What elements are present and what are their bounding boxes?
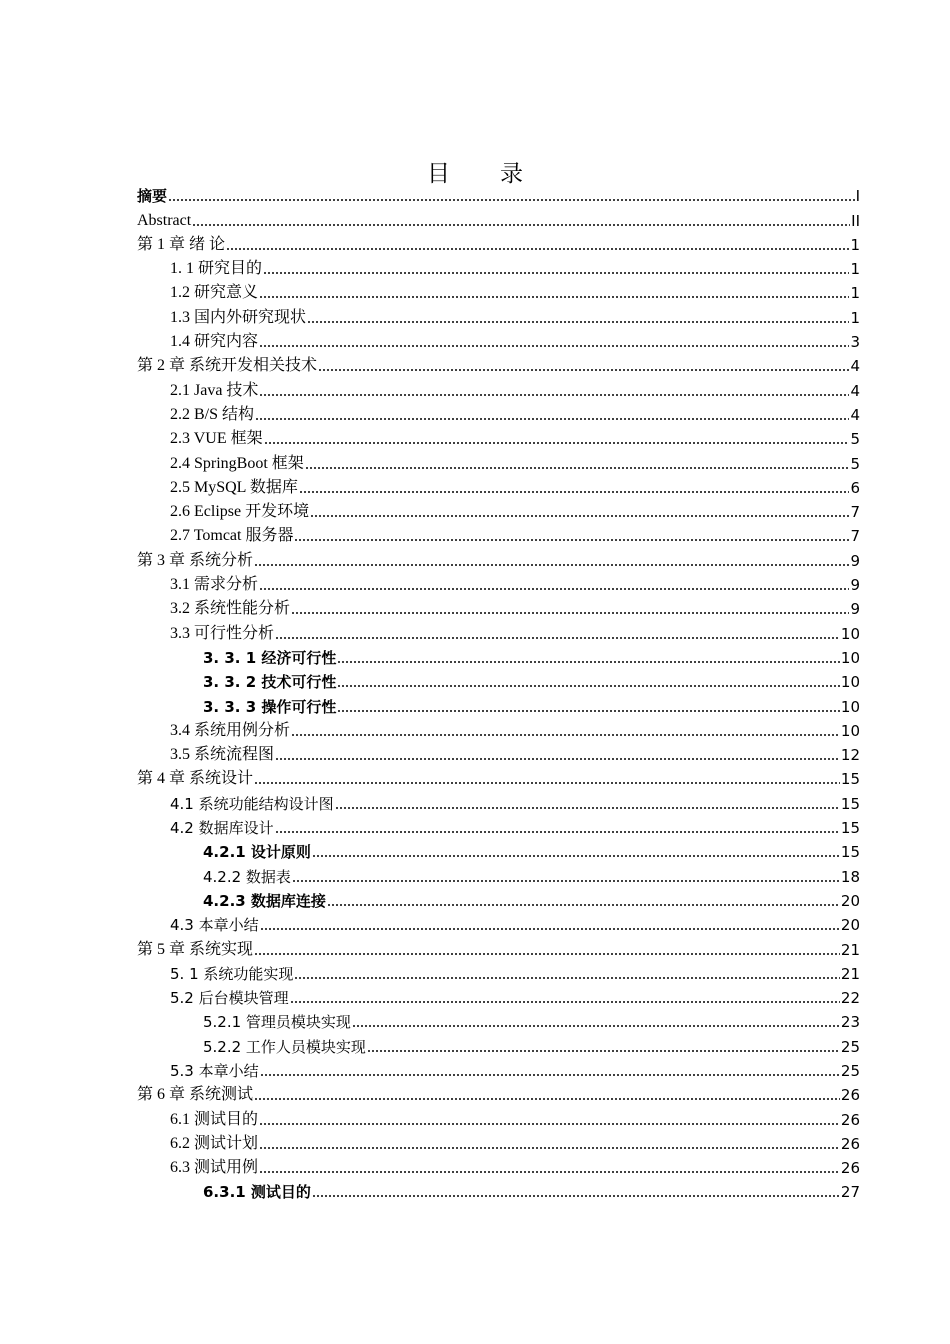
toc-entry-label: 5. 1 系统功能实现 <box>170 964 294 983</box>
toc-entry[interactable] <box>137 644 860 668</box>
toc-entry-page-number: 10 <box>840 697 860 716</box>
toc-entry-label: 5.2.2 工作人员模块实现 <box>203 1037 366 1056</box>
toc-entry-page-number: 12 <box>840 746 860 765</box>
toc-entry-label: Abstract <box>137 211 192 229</box>
toc-entry-label: 1.2 研究意义 <box>170 284 259 302</box>
dot-leader <box>255 418 849 420</box>
toc-entry-page-number: 5 <box>850 430 860 449</box>
toc-entry-page-number: 9 <box>850 551 860 570</box>
toc-entry-page-number: 15 <box>840 794 860 813</box>
toc-entry[interactable] <box>137 960 860 984</box>
toc-entry-label: 第 3 章 系统分析 <box>137 551 254 569</box>
title-char-right: 录 <box>500 161 523 187</box>
toc-entry-page-number: 23 <box>840 1013 860 1032</box>
toc-entry[interactable] <box>137 692 860 716</box>
toc-entry-page-number: 26 <box>840 1159 860 1178</box>
toc-entry-page-number: 1 <box>850 235 860 254</box>
toc-entry-page-number: 4 <box>850 381 860 400</box>
toc-entry[interactable] <box>137 668 860 692</box>
toc-entry-page-number: 7 <box>850 527 860 546</box>
dot-leader <box>259 1171 840 1173</box>
toc-entry-label: 4.2.3 数据库连接 <box>203 891 326 910</box>
dot-leader <box>259 296 849 298</box>
toc-entry-page-number: 6 <box>850 478 860 497</box>
dot-leader <box>367 1050 840 1052</box>
toc-entry[interactable] <box>137 935 860 959</box>
toc-entry[interactable] <box>137 984 860 1008</box>
dot-leader <box>337 661 840 663</box>
toc-entry-label: 2.3 VUE 框架 <box>170 430 263 448</box>
toc-entry-page-number: 21 <box>840 940 860 959</box>
toc-entry-page-number: 1 <box>850 260 860 279</box>
toc-entry[interactable] <box>137 449 860 473</box>
toc-entry[interactable] <box>137 474 860 498</box>
toc-entry-page-number: 22 <box>840 989 860 1008</box>
toc-entry[interactable] <box>137 352 860 376</box>
toc-entry-label: 第 5 章 系统实现 <box>137 940 254 958</box>
toc-entry-label: 3.3 可行性分析 <box>170 624 275 642</box>
toc-entry-page-number: 25 <box>840 1037 860 1056</box>
toc-entry[interactable] <box>137 1032 860 1056</box>
dot-leader <box>307 321 849 323</box>
toc-entry-label: 3. 3. 3 操作可行性 <box>203 697 337 716</box>
toc-entry[interactable] <box>137 1081 860 1105</box>
toc-entry-page-number: 20 <box>840 916 860 935</box>
toc-entry-label: 3.5 系统流程图 <box>170 746 275 764</box>
toc-entry-label: 2.7 Tomcat 服务器 <box>170 527 294 545</box>
toc-entry[interactable] <box>137 838 860 862</box>
toc-entry-page-number: 10 <box>840 648 860 667</box>
dot-leader <box>337 685 840 687</box>
toc-entry[interactable] <box>137 1105 860 1129</box>
toc-entry-label: 3.4 系统用例分析 <box>170 721 291 739</box>
dot-leader <box>254 564 849 566</box>
toc-entry-label: 5.2.1 管理员模块实现 <box>203 1013 351 1032</box>
toc-entry-label: 1. 1 研究目的 <box>170 260 263 278</box>
toc-entry-label: 3. 3. 2 技术可行性 <box>203 673 337 692</box>
dot-leader <box>291 734 840 736</box>
toc-entry[interactable] <box>137 619 860 643</box>
dot-leader <box>259 588 849 590</box>
toc-entry[interactable] <box>137 255 860 279</box>
toc-entry-page-number: 26 <box>840 1134 860 1153</box>
dot-leader <box>259 1123 840 1125</box>
toc-entry[interactable] <box>137 571 860 595</box>
toc-entry[interactable] <box>137 522 860 546</box>
toc-entry-page-number: 10 <box>840 721 860 740</box>
toc-entry[interactable] <box>137 376 860 400</box>
dot-leader <box>259 345 849 347</box>
dot-leader <box>260 1074 840 1076</box>
toc-entry-page-number: 15 <box>840 819 860 838</box>
toc-entry[interactable] <box>137 595 860 619</box>
toc-entry-label: 6.2 测试计划 <box>170 1134 259 1152</box>
toc-entry[interactable] <box>137 887 860 911</box>
toc-entry-page-number: 26 <box>840 1110 860 1129</box>
dot-leader <box>275 758 840 760</box>
toc-entry-page-number: 10 <box>840 624 860 643</box>
dot-leader <box>294 977 840 979</box>
toc-entry[interactable] <box>137 303 860 327</box>
dot-leader <box>327 904 840 906</box>
toc-entry-page-number: 3 <box>850 333 860 352</box>
dot-leader <box>254 953 840 955</box>
toc-entry-label: 4.2.2 数据表 <box>203 867 291 886</box>
toc-entry-page-number: 15 <box>840 843 860 862</box>
toc-entry-label: 第 2 章 系统开发相关技术 <box>137 357 318 375</box>
toc-entry-page-number: 10 <box>840 673 860 692</box>
dot-leader <box>299 491 850 493</box>
toc-entry[interactable] <box>137 1130 860 1154</box>
toc-entry[interactable] <box>137 401 860 425</box>
toc-entry[interactable] <box>137 498 860 522</box>
title-char-left: 目 <box>427 161 450 187</box>
toc-entry-page-number: 4 <box>850 357 860 376</box>
dot-leader <box>292 880 840 882</box>
dot-leader <box>312 855 840 857</box>
toc-entry-page-number: II <box>851 211 860 230</box>
toc-entry-label: 6.3 测试用例 <box>170 1159 259 1177</box>
toc-entry-label: 5.3 本章小结 <box>170 1061 259 1080</box>
dot-leader <box>294 539 849 541</box>
toc-entry-page-number: 21 <box>840 964 860 983</box>
toc-entry-page-number: 20 <box>840 891 860 910</box>
toc-entry-label: 2.5 MySQL 数据库 <box>170 478 298 496</box>
toc-entry-page-number: 4 <box>850 405 860 424</box>
toc-entry[interactable] <box>137 1178 860 1202</box>
toc-entry[interactable] <box>137 182 860 206</box>
toc-entry-label: 4.3 本章小结 <box>170 916 259 935</box>
toc-entry-page-number: 18 <box>840 867 860 886</box>
toc-entry-label: 1.4 研究内容 <box>170 333 259 351</box>
dot-leader <box>254 782 840 784</box>
toc-entry[interactable] <box>137 328 860 352</box>
dot-leader <box>226 248 849 250</box>
toc-entry[interactable] <box>137 1154 860 1178</box>
dot-leader <box>263 272 849 274</box>
toc-entry-label: 6.3.1 测试目的 <box>203 1183 311 1202</box>
dot-leader <box>337 710 840 712</box>
dot-leader <box>254 1098 840 1100</box>
dot-leader <box>259 1147 840 1149</box>
toc-entry-label: 第 1 章 绪 论 <box>137 235 226 253</box>
toc-entry-page-number: 5 <box>850 454 860 473</box>
toc-entry-label: 3.1 需求分析 <box>170 576 259 594</box>
toc-entry[interactable] <box>137 206 860 230</box>
toc-entry-label: 2.6 Eclipse 开发环境 <box>170 503 310 521</box>
toc-entry[interactable] <box>137 765 860 789</box>
toc-entry-label: 6.1 测试目的 <box>170 1110 259 1128</box>
toc-entry[interactable] <box>137 279 860 303</box>
toc-entry-label: 2.4 SpringBoot 框架 <box>170 454 304 472</box>
toc-entry[interactable] <box>137 425 860 449</box>
dot-leader <box>275 637 840 639</box>
toc-entry[interactable] <box>137 1008 860 1032</box>
toc-entry-label: 第 6 章 系统测试 <box>137 1086 254 1104</box>
toc-entry[interactable] <box>137 911 860 935</box>
toc-entry[interactable] <box>137 814 860 838</box>
dot-leader <box>312 1195 840 1197</box>
toc-entry-label: 第 4 章 系统设计 <box>137 770 254 788</box>
toc-entry-label: 4.2.1 设计原则 <box>203 843 311 862</box>
toc-entry-label: 4.1 系统功能结构设计图 <box>170 794 334 813</box>
toc-entry-page-number: 26 <box>840 1086 860 1105</box>
toc-entry-page-number: 1 <box>850 284 860 303</box>
dot-leader <box>310 515 849 517</box>
toc-entry[interactable] <box>137 1057 860 1081</box>
toc-entry-page-number: 7 <box>850 503 860 522</box>
dot-leader <box>335 807 840 809</box>
toc-entry-page-number: 9 <box>850 576 860 595</box>
toc-entry-label: 1.3 国内外研究现状 <box>170 308 307 326</box>
toc-entry[interactable] <box>137 717 860 741</box>
dot-leader <box>290 1001 840 1003</box>
toc-entry[interactable] <box>137 546 860 570</box>
toc-entry-label: 3.2 系统性能分析 <box>170 600 291 618</box>
toc-entry-label: 5.2 后台模块管理 <box>170 989 289 1008</box>
dot-leader <box>275 831 840 833</box>
toc-entry-page-number: 25 <box>840 1061 860 1080</box>
dot-leader <box>291 612 849 614</box>
toc-entry-label: 4.2 数据库设计 <box>170 819 274 838</box>
toc-entry-page-number: 1 <box>850 308 860 327</box>
toc-entry-page-number: 15 <box>840 770 860 789</box>
toc-entry-label: 3. 3. 1 经济可行性 <box>203 648 337 667</box>
dot-leader <box>168 199 855 201</box>
dot-leader <box>352 1025 840 1027</box>
toc-entry[interactable] <box>137 862 860 886</box>
toc-entry-page-number: I <box>855 187 860 206</box>
toc-entry[interactable] <box>137 231 860 255</box>
dot-leader <box>259 394 849 396</box>
dot-leader <box>260 928 840 930</box>
dot-leader <box>305 467 850 469</box>
toc-entry-page-number: 27 <box>840 1183 860 1202</box>
dot-leader <box>318 369 849 371</box>
toc-entry-label: 2.1 Java 技术 <box>170 381 259 399</box>
table-of-contents <box>137 182 860 1202</box>
toc-entry[interactable] <box>137 741 860 765</box>
dot-leader <box>264 442 850 444</box>
dot-leader <box>192 224 850 226</box>
toc-entry-page-number: 9 <box>850 600 860 619</box>
toc-entry-label: 2.2 B/S 结构 <box>170 405 255 423</box>
toc-entry-label: 摘要 <box>137 187 168 206</box>
toc-entry[interactable] <box>137 789 860 813</box>
